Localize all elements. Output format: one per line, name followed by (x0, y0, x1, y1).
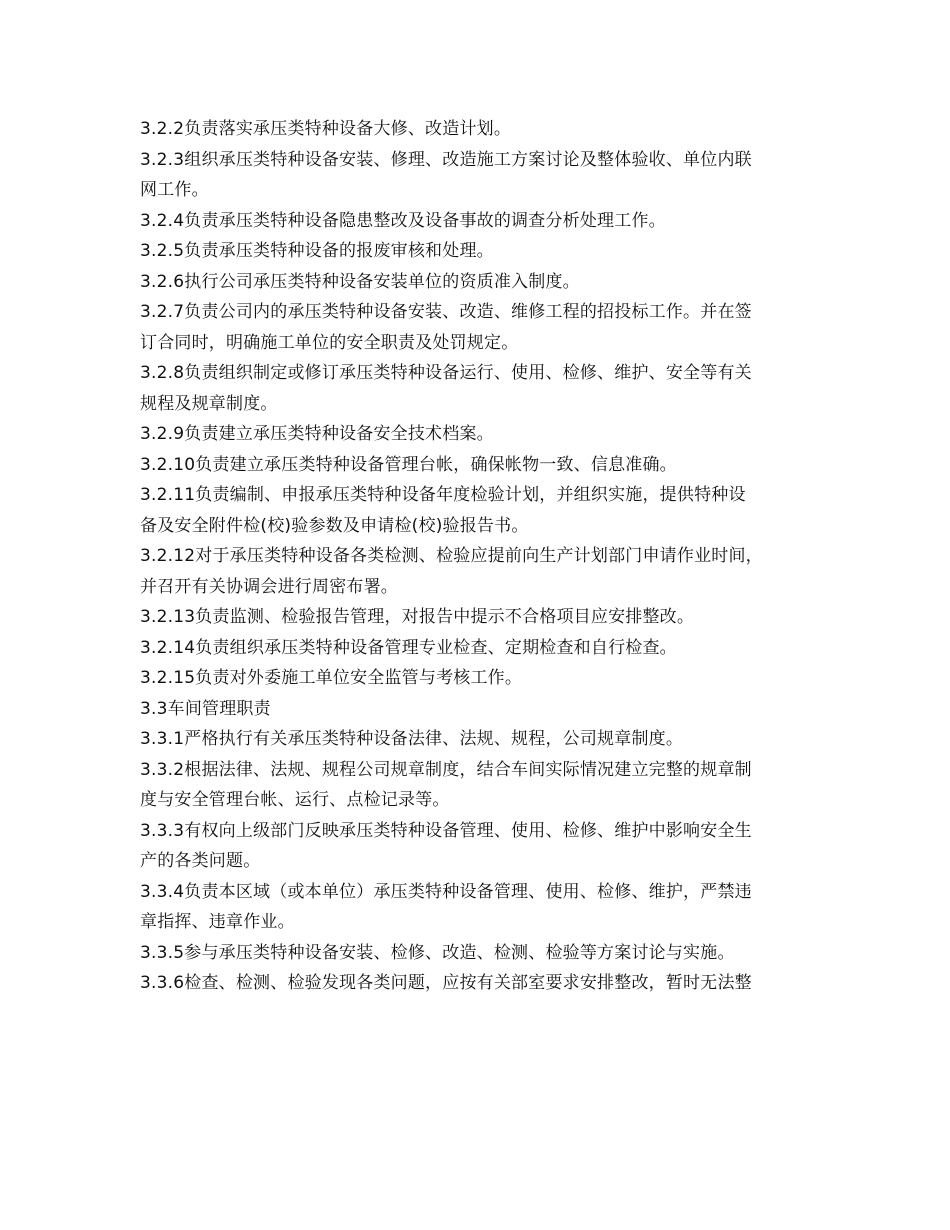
text-line: 3.2.9负责建立承压类特种设备安全技术档案。 (140, 424, 494, 444)
text-line: 3.3.2根据法律、法规、规程公司规章制度，结合车间实际情况建立完整的规章制 (140, 759, 752, 780)
text-line: 3.2.11负责编制、申报承压类特种设备年度检验计划，并组织实施，提供特种设 (140, 485, 746, 505)
text-line: 章指挥、违章作业。 (140, 912, 295, 932)
text-line: 3.2.12对于承压类特种设备各类检测、检验应提前向生产计划部门申请作业时间， (140, 546, 763, 566)
section-heading: 3.3车间管理职责 (140, 698, 271, 719)
text-line: 3.3.5参与承压类特种设备安装、检修、改造、检测、检验等方案讨论与实施。 (140, 942, 735, 963)
text-line: 3.2.10负责建立承压类特种设备管理台帐，确保帐物一致、信息准确。 (140, 454, 677, 475)
text-line: 3.2.4负责承压类特种设备隐患整改及设备事故的调查分析处理工作。 (140, 210, 666, 231)
text-line: 产的各类问题。 (140, 851, 261, 871)
text-line: 3.3.4负责本区域（或本单位）承压类特种设备管理、使用、检修、维护，严禁违 (140, 881, 752, 902)
text-line: 3.3.6检查、检测、检验发现各类问题，应按有关部室要求安排整改，暂时无法整 (140, 973, 752, 993)
text-line: 3.2.14负责组织承压类特种设备管理专业检查、定期检查和自行检查。 (140, 637, 677, 658)
text-line: 3.2.7负责公司内的承压类特种设备安装、改造、维修工程的招投标工作。并在签 (140, 302, 752, 322)
text-line: 度与安全管理台帐、运行、点检记录等。 (140, 790, 450, 810)
text-line: 3.2.2负责落实承压类特种设备大修、改造计划。 (140, 119, 512, 139)
text-line: 3.2.8负责组织制定或修订承压类特种设备运行、使用、检修、维护、安全等有关 (140, 363, 752, 383)
text-line: 规程及规章制度。 (140, 393, 278, 414)
text-line: 备及安全附件检(校)验参数及申请检(校)验报告书。 (140, 515, 529, 536)
text-line: 3.3.1严格执行有关承压类特种设备法律、法规、规程，公司规章制度。 (140, 729, 684, 749)
text-line: 3.3.3有权向上级部门反映承压类特种设备管理、使用、检修、维护中影响安全生 (140, 820, 752, 841)
text-line: 网工作。 (140, 180, 209, 200)
text-line: 并召开有关协调会进行周密布署。 (140, 576, 398, 597)
text-line: 3.2.15负责对外委施工单位安全监管与考核工作。 (140, 668, 523, 688)
document-body (140, 114, 810, 999)
text-line: 订合同时，明确施工单位的安全职责及处罚规定。 (140, 332, 519, 353)
text-line: 3.2.13负责监测、检验报告管理，对报告中提示不合格项目应安排整改。 (140, 607, 695, 627)
text-line: 3.2.5负责承压类特种设备的报废审核和处理。 (140, 241, 494, 261)
text-line: 3.2.3组织承压类特种设备安装、修理、改造施工方案讨论及整体验收、单位内联 (140, 149, 752, 170)
text-line: 3.2.6执行公司承压类特种设备安装单位的资质准入制度。 (140, 271, 580, 292)
